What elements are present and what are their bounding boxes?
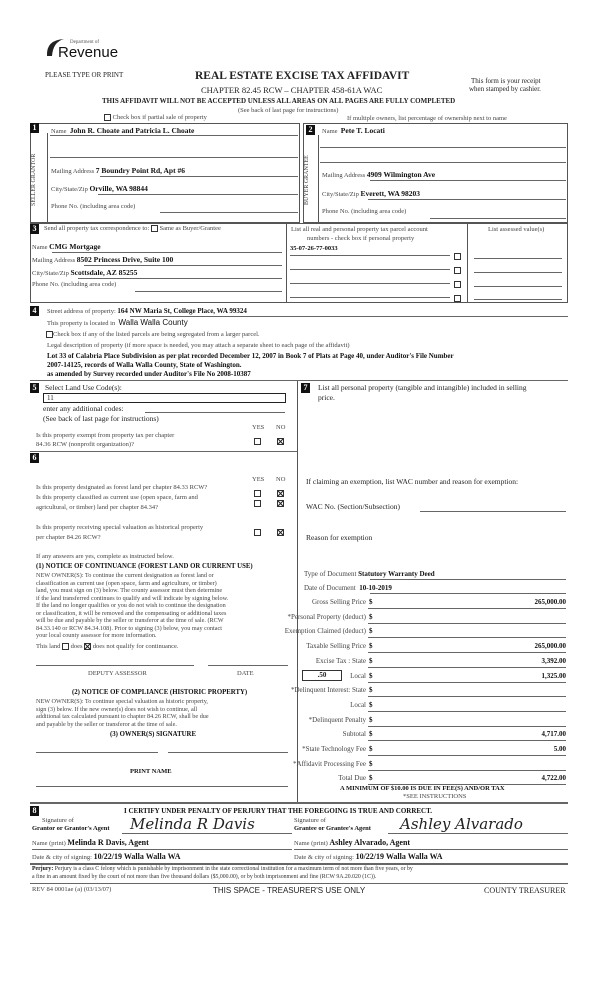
fee-row-value[interactable]: 4,717.00 xyxy=(541,730,566,739)
deputy-assessor-signature-line[interactable] xyxy=(36,665,194,666)
additional-codes-field[interactable] xyxy=(145,412,285,413)
fee-row-label: Local xyxy=(350,700,366,709)
grantor-sig-label: Signature of xyxy=(42,817,74,824)
section-1-number: 1 xyxy=(30,123,39,133)
please-type: PLEASE TYPE OR PRINT xyxy=(45,71,124,79)
perjury-label: Perjury: xyxy=(32,866,54,872)
receipt-note: This form is your receipt xyxy=(471,77,541,85)
print-name-line[interactable] xyxy=(36,786,288,787)
grantor-name[interactable]: Melinda R Davis, Agent xyxy=(67,838,149,847)
notice-line: your local county assessor for more information. xyxy=(36,632,157,639)
grantee-signature-text: Ashley Alvarado xyxy=(400,815,523,833)
fee-row-label: *Delinquent Interest: State xyxy=(290,686,366,695)
notice-line: and payable by the seller or transferor at the time of sale. xyxy=(36,720,177,728)
county-treasurer-label: COUNTY TREASURER xyxy=(484,886,566,895)
notice-compliance-text xyxy=(36,698,209,728)
personal-property-checkbox[interactable] xyxy=(454,267,461,274)
no-header: NO xyxy=(276,476,286,483)
same-as-buyer-label: Same as Buyer/Grantee xyxy=(159,225,221,232)
fee-row-value[interactable]: 4,722.00 xyxy=(541,774,566,783)
fee-row-line xyxy=(368,652,566,653)
buyer-city[interactable]: Everett, WA 98203 xyxy=(360,189,420,198)
fee-row-label: Gross Selling Price xyxy=(311,598,366,606)
historic-no-checkbox[interactable] xyxy=(277,529,284,536)
street-label: Street address of property: xyxy=(47,308,116,315)
legal-description-1: Lot 33 of Calabria Place Subdivision as per plat recorded December 12, 2007 in Book 7 of Plats at Page 40, under Auditor's File Number xyxy=(47,352,454,360)
buyer-name[interactable]: Pete T. Locati xyxy=(340,126,385,135)
fee-row-line xyxy=(368,755,566,756)
parcel-number[interactable]: 35-07-26-77-0033 xyxy=(290,245,338,252)
corr-address-label: Mailing Address xyxy=(32,257,76,264)
fee-row-line xyxy=(368,667,566,668)
seller-phone-field[interactable] xyxy=(160,212,298,213)
fee-row-value[interactable]: 265,000.00 xyxy=(534,598,566,606)
wac-field[interactable] xyxy=(420,511,566,512)
reason-label: Reason for exemption xyxy=(306,533,373,542)
dollar-sign: $ xyxy=(369,612,373,621)
seller-side-label: SELLER GRANTOR xyxy=(31,153,37,207)
deputy-assessor-label: DEPUTY ASSESSOR xyxy=(88,670,147,677)
fee-row-label: *Personal Property (deduct) xyxy=(287,612,366,621)
dollar-sign: $ xyxy=(369,598,373,606)
doc-type[interactable]: Statutory Warranty Deed xyxy=(358,570,435,578)
dollar-sign: $ xyxy=(369,642,373,651)
section-7-number: 7 xyxy=(301,383,310,393)
historic-question: Is this property receiving special valuation as historical property xyxy=(36,524,204,531)
dollar-sign: $ xyxy=(369,656,373,665)
grantor-date[interactable]: 10/22/19 Walla Walla WA xyxy=(93,852,181,861)
dollar-sign: $ xyxy=(369,671,373,680)
notice-line: if the land transferred continues to qualify and will indicate by signing below. xyxy=(36,594,229,602)
perjury-text: Perjury is a class C felony which is punishable by imprisonment in the state correctional institution for a maximum term of not more than five years, or by xyxy=(54,866,413,872)
notice-continuance-title: (1) NOTICE OF CONTINUANCE (FOREST LAND OR CURRENT USE) xyxy=(36,563,253,570)
buyer-city-label: City/State/Zip xyxy=(322,191,359,198)
exempt-yes-checkbox[interactable] xyxy=(254,438,261,445)
warning-line: THIS AFFIDAVIT WILL NOT BE ACCEPTED UNLESS ALL AREAS ON ALL PAGES ARE FULLY COMPLETED xyxy=(102,97,456,105)
chapter-line: CHAPTER 82.45 RCW – CHAPTER 458-61A WAC xyxy=(201,85,383,95)
legal-description-2: 2007-14125, records of Walla Walla County, State of Washington. xyxy=(47,361,242,369)
section-4-number: 4 xyxy=(30,306,39,316)
buyer-address-label: Mailing Address xyxy=(322,172,366,179)
exempt-question-2: 84.36 RCW (nonprofit organization)? xyxy=(36,441,134,448)
section-3-number: 3 xyxy=(30,224,39,234)
fee-row-line xyxy=(368,696,566,697)
section-5-number: 5 xyxy=(30,383,39,393)
owner-signature-line[interactable] xyxy=(36,752,158,753)
logo-dept-text: Department of xyxy=(70,40,100,45)
treasurer-space-label: THIS SPACE - TREASURER'S USE ONLY xyxy=(213,886,366,895)
personal-property-checkbox[interactable] xyxy=(454,281,461,288)
form-revision: REV 84 0001ae (a) (03/13/07) xyxy=(32,886,112,893)
parcel-header-2: numbers - check box if personal property xyxy=(307,235,415,242)
does-not-label: does not qualify for continuance. xyxy=(92,643,179,650)
see-instructions: *SEE INSTRUCTIONS xyxy=(403,793,467,800)
does-qualify-checkbox[interactable] xyxy=(62,643,69,650)
notice-line: NEW OWNER(S): To continue the current designation as forest land or xyxy=(36,572,214,579)
local-rate-box[interactable]: .50 xyxy=(302,670,342,681)
segregated-label: Check box if any of the listed parcels are being segregated from a larger parcel. xyxy=(53,331,260,338)
buyer-phone-field[interactable] xyxy=(430,218,566,219)
fee-row-label: *Delinquent Penalty xyxy=(308,715,366,724)
parcel-header: List all real and personal property tax parcel account xyxy=(291,226,428,233)
notice-line: land, you must sign on (3) below. The county assessor must then determine xyxy=(36,587,223,594)
personal-property-label-2: price. xyxy=(318,393,335,402)
grantee-signature[interactable] xyxy=(400,816,523,833)
doc-date[interactable]: 10-10-2019 xyxy=(359,584,392,592)
fee-row-label: Excise Tax : State xyxy=(315,656,366,665)
historic-question-2: per chapter 84.26 RCW? xyxy=(36,534,101,541)
corr-phone-label: Phone No. (including area code) xyxy=(32,281,117,288)
buyer-side-label: BUYER GRANTEE xyxy=(304,155,310,205)
same-as-buyer-checkbox[interactable] xyxy=(151,225,158,232)
current-use-question: Is this property classified as current use (open space, farm and xyxy=(36,494,198,501)
corr-name-label: Name xyxy=(32,244,48,251)
receipt-note-2: when stamped by cashier. xyxy=(469,85,541,93)
fee-row-label: *Affidavit Processing Fee xyxy=(293,759,366,768)
minimum-due-note: A MINIMUM OF $10.00 IS DUE IN FEE(S) AND/OR TAX xyxy=(340,785,505,792)
doc-type-label: Type of Document xyxy=(304,570,357,578)
grantor-signature-text: Melinda R Davis xyxy=(130,815,255,833)
notice-line: additional tax calculated pursuant to chapter 84.26 RCW, shall be due xyxy=(36,713,209,720)
notice-line: or classification, it will be removed and the compensating or additional taxes xyxy=(36,609,227,617)
grantee-agent-label: Grantee or Grantee's Agent xyxy=(294,825,371,832)
land-use-code-input[interactable]: 11 xyxy=(43,393,286,403)
no-header: NO xyxy=(276,424,286,431)
yes-header: YES xyxy=(252,424,265,431)
corr-phone-field[interactable] xyxy=(135,291,282,292)
current-use-question-2: agricultural, or timber) land per chapter 84.34? xyxy=(36,504,159,511)
does-label: does xyxy=(70,643,83,650)
notice-line: will be due and payable by the seller or transferor at the time of sale. (RCW xyxy=(36,617,224,624)
dollar-sign: $ xyxy=(369,774,373,783)
assessed-header: List assessed value(s) xyxy=(488,226,545,233)
form-title: REAL ESTATE EXCISE TAX AFFIDAVIT xyxy=(195,70,410,82)
buyer-address[interactable]: 4909 Wilmington Ave xyxy=(366,170,436,179)
personal-property-checkbox[interactable] xyxy=(454,295,461,302)
fee-row-label: *State Technology Fee xyxy=(302,745,366,753)
section-8-number: 8 xyxy=(30,806,39,816)
dollar-sign: $ xyxy=(369,686,373,695)
fee-row-value[interactable]: 3,392.00 xyxy=(541,656,566,665)
partial-sale-label: Check box if partial sale of property xyxy=(112,114,207,121)
grantee-name-label: Name (print) xyxy=(294,840,328,847)
notice-line: NEW OWNER(S): To continue special valuation as historic property, xyxy=(36,698,208,705)
fee-row-label: Taxable Selling Price xyxy=(306,642,366,651)
corr-city[interactable]: Scottsdale, AZ 85255 xyxy=(70,268,138,277)
seller-address[interactable]: 7 Boundry Point Rd, Apt #6 xyxy=(95,166,185,175)
seller-city-label: City/State/Zip xyxy=(51,186,88,193)
fee-row-value[interactable]: 1,325.00 xyxy=(541,671,566,680)
dollar-sign: $ xyxy=(369,730,373,739)
logo-word: Revenue xyxy=(58,44,119,61)
notice-line: 84.33.140 or RCW 84.34.108). Prior to signing (3) below, you may contact xyxy=(36,624,222,632)
section-6-number: 6 xyxy=(30,453,39,463)
exempt-question: Is this property exempt from property tax per chapter xyxy=(36,432,175,439)
seller-address-label: Mailing Address xyxy=(51,168,95,175)
grantor-signature[interactable] xyxy=(130,816,255,833)
print-name-label: PRINT NAME xyxy=(130,768,172,775)
notice-compliance-title: (2) NOTICE OF COMPLIANCE (HISTORIC PROPERTY) xyxy=(72,689,248,696)
seller-name[interactable]: John R. Choate and Patricia L. Choate xyxy=(69,126,195,135)
fee-row-value[interactable]: 5.00 xyxy=(553,745,566,753)
fee-row-label: Local xyxy=(350,671,366,680)
fee-row-line xyxy=(368,623,566,624)
multiple-owners-note: If multiple owners, list percentage of ownership next to name xyxy=(347,115,507,122)
historic-yes-checkbox[interactable] xyxy=(254,529,261,536)
forest-question: Is this property designated as forest land per chapter 84.33 RCW? xyxy=(36,484,208,491)
current-use-no-checkbox[interactable] xyxy=(277,500,284,507)
seller-name-label: Name xyxy=(51,128,67,135)
fee-row-line xyxy=(368,608,566,609)
buyer-phone-label: Phone No. (including area code) xyxy=(322,208,407,215)
legal-description-3: as amended by Survey recorded under Auditor's File No 2008-10387 xyxy=(47,370,251,378)
grantor-name-label: Name (print) xyxy=(32,840,66,847)
dollar-sign: $ xyxy=(369,745,373,753)
fee-row-value[interactable]: 265,000.00 xyxy=(534,642,566,651)
buyer-name-label: Name xyxy=(322,128,338,135)
corr-city-label: City/State/Zip xyxy=(32,270,69,277)
dollar-sign: $ xyxy=(369,627,373,636)
exempt-no-checkbox[interactable] xyxy=(277,438,284,445)
wac-label: WAC No. (Section/Subsection) xyxy=(306,502,400,511)
dollar-sign: $ xyxy=(369,715,373,724)
yes-header: YES xyxy=(252,476,265,483)
legal-label: Legal description of property (if more space is needed, you may attach a separate sheet to each page of the affidavit) xyxy=(47,342,350,349)
send-correspondence-label: Send all property tax correspondence to: xyxy=(44,225,150,232)
land-use-see-back: (See back of last page for instructions) xyxy=(43,414,159,423)
grantor-date-label: Date & city of signing: xyxy=(32,854,92,861)
fee-row-label: Subtotal xyxy=(342,730,366,739)
fee-row-line xyxy=(368,726,566,727)
land-use-label: Select Land Use Code(s): xyxy=(45,383,122,392)
personal-property-label: List all personal property (tangible and intangible) included in selling xyxy=(318,383,527,392)
fee-row-line xyxy=(368,711,566,712)
seller-city[interactable]: Orville, WA 98844 xyxy=(89,184,148,193)
does-not-qualify-checkbox[interactable] xyxy=(84,643,91,650)
fee-row-line xyxy=(368,682,566,683)
grantee-sig-label: Signature of xyxy=(294,817,326,824)
fee-row-line xyxy=(368,637,566,638)
exemption-label: If claiming an exemption, list WAC number and reason for exemption: xyxy=(306,477,519,486)
dollar-sign: $ xyxy=(369,700,373,709)
fee-row-label: Exemption Claimed (deduct) xyxy=(284,627,366,636)
this-land-label: This land xyxy=(36,643,61,650)
grantee-name[interactable]: Ashley Alvarado, Agent xyxy=(329,838,411,847)
seller-phone-label: Phone No. (including area code) xyxy=(51,203,136,210)
personal-property-checkbox[interactable] xyxy=(454,253,461,260)
assessor-date-label: DATE xyxy=(237,670,254,677)
see-back: (See back of last page for instructions) xyxy=(238,107,339,114)
additional-codes-label: enter any additional codes: xyxy=(43,404,124,413)
grantee-date[interactable]: 10/22/19 Walla Walla WA xyxy=(355,852,443,861)
partial-sale-checkbox[interactable] xyxy=(104,114,111,121)
notice-line: classification as current use (open space, farm and agriculture, or timber) xyxy=(36,579,217,587)
if-yes-note: If any answers are yes, complete as instructed below. xyxy=(36,553,174,560)
assessor-date-line[interactable] xyxy=(208,665,288,666)
fee-row-line xyxy=(368,770,566,771)
county-name[interactable]: Walla Walla County xyxy=(118,318,188,327)
located-label: This property is located in xyxy=(47,320,116,327)
certify-statement: I CERTIFY UNDER PENALTY OF PERJURY THAT THE FOREGOING IS TRUE AND CORRECT. xyxy=(124,807,433,815)
notice-line: If the land no longer qualifies or you do not wish to continue the designation xyxy=(36,602,226,609)
fee-row-label: Total Due xyxy=(338,774,366,783)
current-use-yes-checkbox[interactable] xyxy=(254,500,261,507)
notice-line: sign (3) below. If the new owner(s) does not wish to continue, all xyxy=(36,705,198,713)
doc-date-label: Date of Document xyxy=(304,584,356,592)
section-2-number: 2 xyxy=(306,125,315,135)
corr-name[interactable]: CMG Mortgage xyxy=(49,242,101,251)
street-address[interactable]: 164 NW Maria St, College Place, WA 99324 xyxy=(117,307,247,315)
grantor-agent-label: Grantor or Grantor's Agent xyxy=(32,825,110,832)
fee-row-line xyxy=(368,740,566,741)
segregated-checkbox[interactable] xyxy=(46,331,53,338)
dollar-sign: $ xyxy=(369,759,373,768)
owner-signature-title: (3) OWNER(S) SIGNATURE xyxy=(110,731,196,738)
corr-address[interactable]: 8502 Princess Drive, Suite 100 xyxy=(76,255,174,264)
grantee-date-label: Date & city of signing: xyxy=(294,854,354,861)
perjury-text-2: a fine in an amount fixed by the court of not more than five thousand dollars ($5,000.00), or by both imprisonment and fine (RCW 9A.20.020 (1C)). xyxy=(32,874,377,880)
